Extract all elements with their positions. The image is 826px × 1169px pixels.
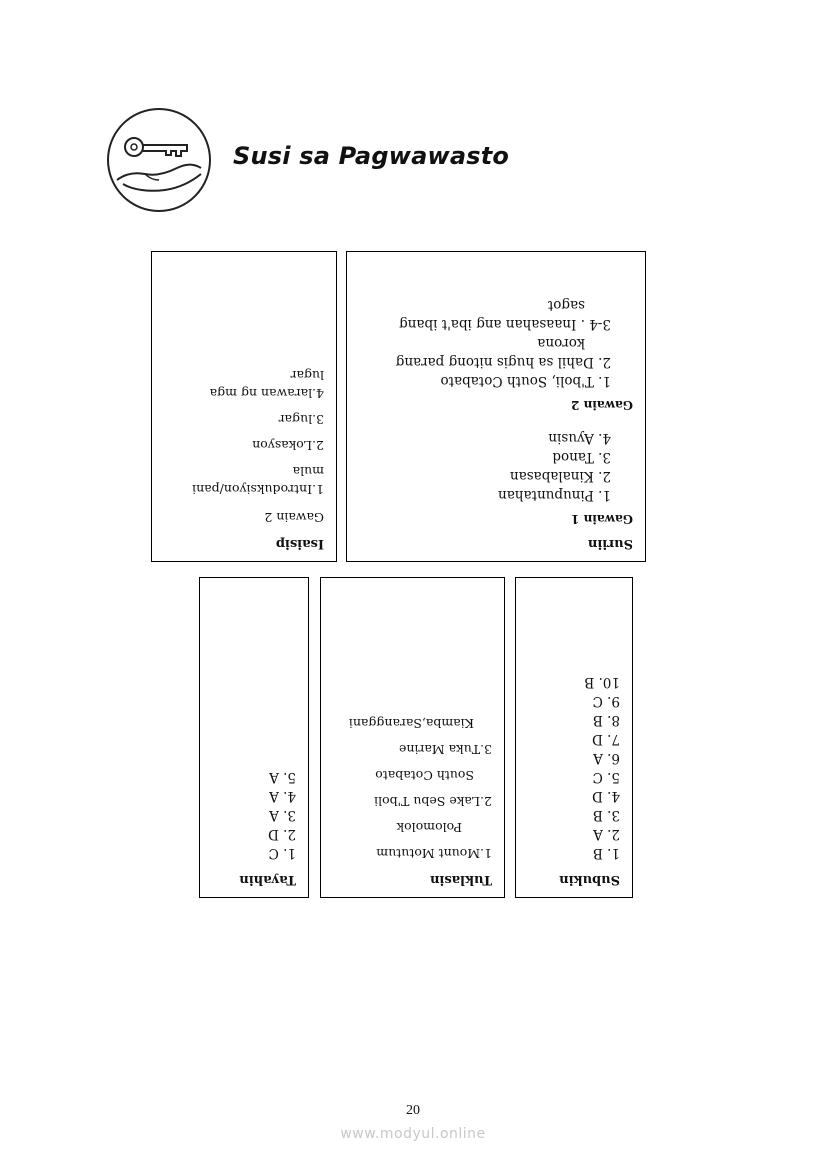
isaisip-item: 1.Introduksiyon/pani	[192, 482, 324, 497]
subukin-item: 4. D	[592, 788, 620, 804]
gawain1-heading: Gawain 1	[571, 512, 633, 526]
gawain1-item: 2. Kinalabasan	[509, 468, 611, 484]
tayahin-item: 2. D	[268, 826, 296, 842]
subukin-item: 1. B	[592, 845, 620, 861]
tuklasin-heading: Tuklasin	[429, 872, 492, 887]
isaisip-item: 2.Lokasyon	[252, 438, 324, 453]
tuklasin-item: 2.Lake Sebu T'boli	[374, 794, 492, 809]
subukin-heading: Subukin	[559, 872, 620, 887]
subukin-item: 10. B	[584, 674, 620, 690]
subukin-item: 8. B	[592, 712, 620, 728]
page-title: Susi sa Pagwawasto	[233, 142, 510, 170]
gawain1-item: 1. Pinupuntahan	[498, 487, 611, 503]
gawain2-item: korona	[537, 335, 585, 351]
subukin-item: 9. C	[592, 693, 620, 709]
gawain2-item: 2. Dahil sa hugis nitong parang	[395, 354, 611, 370]
isaisip-item: 4.larawan ng mga	[209, 386, 324, 401]
tuklasin-item: South Cotabato	[375, 768, 474, 783]
tayahin-item: 1. C	[268, 845, 296, 861]
isaisip-subheading: Gawain 2	[264, 510, 324, 525]
page-number: 20	[406, 1103, 420, 1118]
gawain2-item: sagot	[547, 297, 585, 313]
tayahin-item: 5. A	[269, 769, 296, 785]
gawain2-item: 1. T'boli, South Cotabato	[440, 373, 611, 389]
gawain2-item: 3-4 . Inaasahan ang iba't ibang	[399, 316, 611, 332]
subukin-item: 5. C	[592, 769, 620, 785]
gawain1-item: 3. Tanod	[552, 449, 611, 465]
gawain2-heading: Gawain 2	[571, 398, 633, 412]
tuklasin-item: 3.Tuka Marine	[399, 742, 492, 757]
gawain1-item: 4. Ayusin	[548, 430, 611, 446]
isaisip-item: lugar	[290, 368, 324, 383]
subukin-item: 6. A	[593, 750, 620, 766]
isaisip-item: mula	[292, 464, 324, 479]
key-hand-logo-icon	[107, 108, 211, 212]
subukin-item: 7. D	[592, 731, 620, 747]
tuklasin-item: 1.Mount Motutum	[376, 846, 492, 861]
isaisip-heading: Isaisip	[275, 536, 324, 551]
isaisip-item: 3.lugar	[278, 412, 324, 427]
subukin-answer-box	[515, 577, 633, 898]
tayahin-heading: Tayahin	[239, 872, 296, 887]
tayahin-item: 4. A	[269, 788, 296, 804]
subukin-item: 3. B	[592, 807, 620, 823]
tayahin-item: 3. A	[269, 807, 296, 823]
suriin-heading: Suriin	[587, 536, 633, 551]
tuklasin-answer-box	[320, 577, 505, 898]
tayahin-answer-box	[199, 577, 309, 898]
tuklasin-item: Kiamba,Saranggani	[348, 716, 474, 731]
tuklasin-item: Polomolok	[396, 820, 462, 835]
suriin-answer-box	[346, 251, 646, 562]
isaisip-answer-box	[151, 251, 337, 562]
watermark: www.modyul.online	[340, 1126, 486, 1142]
subukin-item: 2. A	[593, 826, 620, 842]
